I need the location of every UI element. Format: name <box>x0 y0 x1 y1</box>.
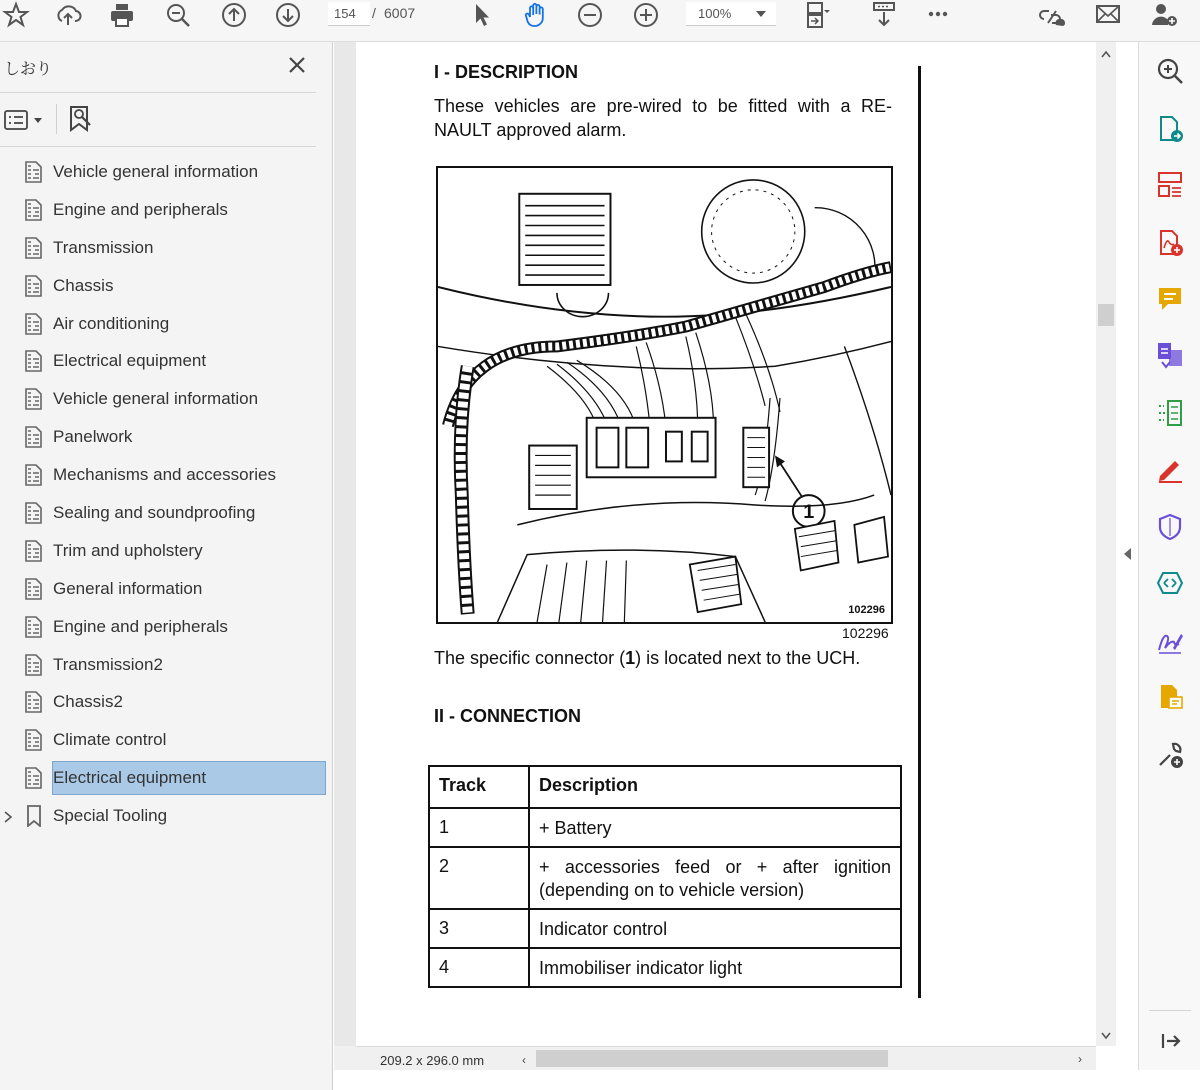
page-separator: / <box>372 5 376 21</box>
table-cell-description: + Battery <box>529 808 901 847</box>
table-header-description: Description <box>529 766 901 808</box>
section-heading-connection: II - CONNECTION <box>434 706 581 726</box>
bookmark-label: Transmission <box>53 237 154 257</box>
zoom-search-icon[interactable] <box>160 0 196 30</box>
bookmark-search-icon <box>66 104 96 134</box>
bookmark-item[interactable] <box>0 608 333 646</box>
bookmark-label: Air conditioning <box>53 313 170 333</box>
scroll-down-icon[interactable] <box>1101 1032 1111 1040</box>
connection-table <box>428 765 902 988</box>
organize-pages-icon[interactable] <box>1153 168 1187 202</box>
bookmark-list <box>0 153 333 835</box>
document-tree-icon <box>24 654 44 676</box>
connector-sentence <box>434 648 860 669</box>
vertical-scroll-thumb[interactable] <box>1098 304 1114 326</box>
table-cell-description: Immobiliser indicator light <box>529 948 901 987</box>
document-tree-icon <box>24 199 44 221</box>
bookmark-icon <box>24 805 44 827</box>
table-header-row <box>429 766 901 808</box>
zoom-value: 100% <box>698 6 732 21</box>
page-dimensions: 209.2 x 296.0 mm <box>380 1053 485 1068</box>
divider <box>1149 1010 1191 1011</box>
document-tree-icon <box>24 729 44 751</box>
intro-paragraph: These vehicles are pre-wired to be fitted with a RE-NAULT approved alarm. <box>434 96 892 140</box>
bookmark-item[interactable] <box>0 305 333 343</box>
bookmark-item[interactable] <box>0 456 333 494</box>
zoom-search-icon[interactable] <box>1153 54 1187 88</box>
chevron-down-icon <box>756 11 766 17</box>
bookmark-item[interactable] <box>0 570 333 608</box>
document-viewport[interactable] <box>334 42 1096 1046</box>
horizontal-scroll-thumb[interactable] <box>536 1050 888 1067</box>
figure-code: 102296 <box>848 604 885 616</box>
bookmarks-panel <box>0 42 333 1090</box>
page-up-icon[interactable] <box>216 0 252 30</box>
document-tree-icon <box>24 388 44 410</box>
table-cell-track: 3 <box>429 909 529 948</box>
zoom-out-icon[interactable] <box>572 0 608 30</box>
document-tree-icon <box>24 616 44 638</box>
bookmark-options-button[interactable] <box>4 106 46 134</box>
bookmark-item[interactable] <box>0 153 333 191</box>
document-tree-icon <box>24 464 44 486</box>
find-bookmark-button[interactable] <box>66 104 96 134</box>
document-tree-icon <box>24 540 44 562</box>
bookmark-label: Sealing and soundproofing <box>53 503 256 523</box>
hand-icon[interactable] <box>518 0 554 30</box>
horizontal-scrollbar[interactable] <box>356 1046 1096 1070</box>
bookmark-label: Panelwork <box>53 427 133 447</box>
vertical-scrollbar[interactable] <box>1096 42 1116 1046</box>
bookmark-item[interactable] <box>0 267 333 305</box>
bookmark-item[interactable] <box>0 721 333 759</box>
bookmark-label: Mechanisms and accessories <box>53 465 276 485</box>
connector-text-after: ) is located next to the UCH. <box>635 648 861 668</box>
document-tree-icon <box>24 350 44 372</box>
page-down-icon[interactable] <box>270 0 306 30</box>
fill-sign-icon[interactable] <box>1153 452 1187 486</box>
tools-panel <box>1138 42 1200 1070</box>
bookmarks-panel-title: しおり <box>4 61 53 78</box>
collapse-right-panel-icon[interactable] <box>1124 548 1131 560</box>
document-tree-icon <box>24 237 44 259</box>
bookmark-label: Vehicle general information <box>53 162 259 181</box>
document-tree-icon <box>24 578 44 600</box>
table-row <box>429 909 901 948</box>
close-icon[interactable] <box>286 54 308 76</box>
bookmark-item[interactable] <box>0 494 333 532</box>
add-user-icon[interactable] <box>1146 0 1182 30</box>
collapse-tools-icon[interactable] <box>1153 1024 1187 1058</box>
document-tree-icon <box>24 691 44 713</box>
dashboard-wiring-drawing <box>438 168 891 622</box>
divider <box>0 146 316 147</box>
bookmark-item[interactable] <box>0 646 333 684</box>
pdf-page <box>356 42 1096 1046</box>
table-cell-description: + accessories feed or + after ignition (depending on to vehicle version) <box>529 847 901 909</box>
wiring-illustration <box>436 166 893 624</box>
bookmark-label: Chassis2 <box>53 692 123 712</box>
combine-files-icon[interactable] <box>1153 338 1187 372</box>
page-total: 6007 <box>384 5 416 21</box>
bookmark-item[interactable] <box>0 380 333 418</box>
zoom-in-icon[interactable] <box>628 0 664 30</box>
bookmark-label: Climate control <box>53 730 167 750</box>
bookmark-label: Engine and peripherals <box>53 616 228 636</box>
status-strip <box>334 1046 356 1070</box>
upload-cloud-icon[interactable] <box>50 0 86 30</box>
table-header-track: Track <box>429 766 529 808</box>
protect-icon[interactable] <box>1153 510 1187 544</box>
signature-icon[interactable] <box>1153 624 1187 658</box>
divider <box>0 92 316 93</box>
bookmark-item[interactable] <box>0 683 333 721</box>
zoom-dropdown[interactable] <box>686 2 776 26</box>
section-heading-description: I - DESCRIPTION <box>434 62 579 82</box>
fit-page-icon[interactable] <box>798 0 834 30</box>
chevron-right-icon[interactable] <box>2 809 14 823</box>
convert-icon[interactable] <box>1153 566 1187 600</box>
table-row <box>429 808 901 847</box>
main-toolbar <box>0 0 1200 42</box>
scroll-left-icon[interactable]: ‹ <box>522 1053 526 1067</box>
document-tree-icon <box>24 502 44 524</box>
bookmark-label: Vehicle general information <box>53 389 259 409</box>
table-row <box>429 847 901 909</box>
more-icon[interactable] <box>920 0 956 30</box>
list-options-icon <box>4 109 30 131</box>
bookmark-item[interactable] <box>0 418 333 456</box>
edit-pdf-icon[interactable] <box>1153 680 1187 714</box>
page-number-input[interactable]: 154 <box>328 2 370 26</box>
document-tree-icon <box>24 275 44 297</box>
mail-icon[interactable] <box>1090 0 1126 30</box>
print-icon[interactable] <box>104 0 140 30</box>
document-tree-icon <box>24 767 44 789</box>
bookmark-label: Transmission2 <box>53 654 163 674</box>
bookmark-label: Trim and upholstery <box>53 540 203 560</box>
scroll-mode-icon[interactable] <box>866 0 902 30</box>
connector-text-before: The specific connector ( <box>434 648 626 668</box>
figure-caption: 102296 <box>842 625 889 641</box>
figure-callout: 1 <box>803 500 815 523</box>
bookmark-label: Engine and peripherals <box>53 199 228 219</box>
bookmark-item[interactable] <box>0 532 333 570</box>
comment-icon[interactable] <box>1153 282 1187 316</box>
table-cell-track: 4 <box>429 948 529 987</box>
star-icon[interactable] <box>0 0 34 30</box>
table-row <box>429 948 901 987</box>
bookmark-item[interactable] <box>0 191 333 229</box>
select-cursor-icon[interactable] <box>464 0 500 30</box>
table-cell-track: 1 <box>429 808 529 847</box>
chevron-down-icon <box>34 118 42 123</box>
bookmark-label: Electrical equipment <box>53 351 207 371</box>
page-margin-rule <box>918 66 921 998</box>
connector-number: 1 <box>625 648 636 668</box>
bookmark-item[interactable] <box>0 229 333 267</box>
compress-icon[interactable] <box>1153 396 1187 430</box>
document-tree-icon <box>24 426 44 448</box>
export-pdf-icon[interactable] <box>1153 112 1187 146</box>
scroll-right-icon[interactable]: › <box>1078 1052 1082 1066</box>
link-cloud-icon[interactable] <box>1034 0 1070 30</box>
scroll-up-icon[interactable] <box>1101 50 1111 58</box>
bookmark-item[interactable] <box>0 797 333 835</box>
bookmark-item[interactable] <box>0 759 333 797</box>
bookmark-item[interactable] <box>0 342 333 380</box>
create-pdf-icon[interactable] <box>1153 226 1187 260</box>
table-cell-description: Indicator control <box>529 909 901 948</box>
bookmark-label: Electrical equipment <box>53 768 207 788</box>
bookmark-label: Special Tooling <box>53 806 168 826</box>
table-cell-track: 2 <box>429 847 529 909</box>
bookmark-label: Chassis <box>53 275 114 295</box>
more-tools-icon[interactable] <box>1153 738 1187 772</box>
divider <box>56 104 57 134</box>
document-tree-icon <box>24 313 44 335</box>
bookmark-label: General information <box>53 578 203 598</box>
document-tree-icon <box>24 161 44 183</box>
